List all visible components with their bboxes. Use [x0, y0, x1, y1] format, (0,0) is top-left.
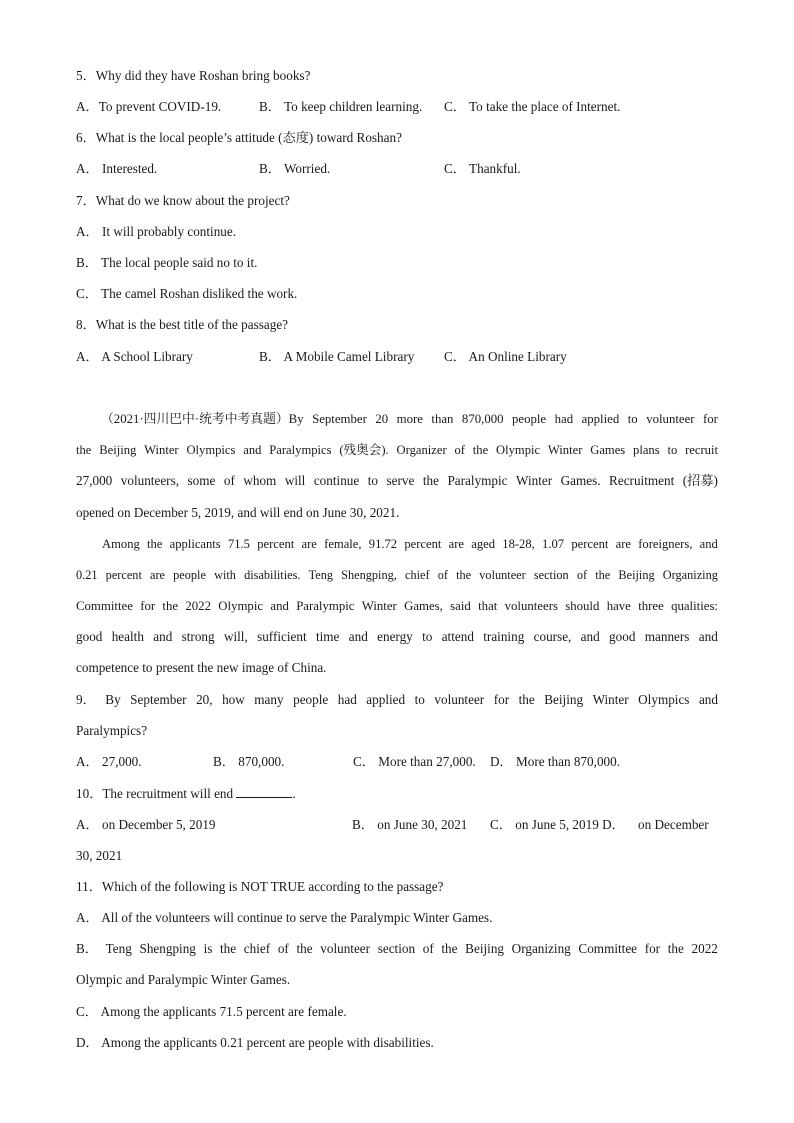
q11-option-b-line-2: Olympic and Paralympic Winter Games.	[76, 972, 291, 987]
q11-option-c: C． Among the applicants 71.5 percent are female.	[76, 1004, 347, 1019]
q7-option-a: A． It will probably continue.	[76, 224, 237, 239]
q6-option-c: C． Thankful.	[444, 161, 521, 176]
q7-option-b: B． The local people said no to it.	[76, 255, 258, 270]
passage-line-3: 27,000 volunteers, some of whom will continue to serve the Paralympic Winter Games. Recruitment (招募)	[76, 473, 718, 488]
q9-option-b: B． 870,000.	[213, 754, 285, 769]
question-5: 5．Why did they have Roshan bring books?	[76, 68, 311, 83]
q6-option-b: B． Worried.	[259, 161, 331, 176]
q5-option-a: A．To prevent COVID-19.	[76, 99, 222, 114]
q9-option-d: D． More than 870,000.	[490, 754, 621, 769]
q9-option-c: C． More than 27,000.	[353, 754, 476, 769]
q9-option-a: A． 27,000.	[76, 754, 142, 769]
passage-line-2: the Beijing Winter Olympics and Paralympics (残奥会). Organizer of the Olympic Winter Games plans to recruit	[76, 443, 718, 457]
q8-option-c: C． An Online Library	[444, 349, 567, 364]
q5-option-c: C． To take the place of Internet.	[444, 99, 621, 114]
passage-line-8: good health and strong will, sufficient time and energy to attend training course, and good manners and	[76, 629, 718, 644]
passage-line-5: Among the applicants 71.5 percent are female, 91.72 percent are aged 18-28, 1.07 percent are foreigners, and	[102, 537, 718, 551]
question-7: 7．What do we know about the project?	[76, 193, 290, 208]
q11-option-d: D． Among the applicants 0.21 percent are people with disabilities.	[76, 1035, 434, 1050]
q11-option-a: A． All of the volunteers will continue to serve the Paralympic Winter Games.	[76, 910, 493, 925]
q7-option-c: C． The camel Roshan disliked the work.	[76, 286, 298, 301]
q6-option-a: A． Interested.	[76, 161, 158, 176]
passage-line-4: opened on December 5, 2019, and will end on June 30, 2021.	[76, 505, 400, 520]
question-10-period: .	[292, 786, 296, 801]
q10-option-c-d: C． on June 5, 2019 D．	[490, 817, 625, 832]
q5-option-b: B． To keep children learning.	[259, 99, 423, 114]
passage-line-6: 0.21 percent are people with disabilities. Teng Shengping, chief of the volunteer section of the Beijing Organizing	[76, 568, 718, 582]
q10-option-a: A． on December 5, 2019	[76, 817, 216, 832]
q10-option-d-wrap: 30, 2021	[76, 848, 123, 863]
passage-line-1: （2021·四川巴中·统考中考真题）By September 20 more than 870,000 people had applied to volunteer for	[101, 412, 718, 426]
passage-line-7: Committee for the 2022 Olympic and Paralympic Winter Games, said that volunteers should have three qualities:	[76, 599, 718, 613]
passage-line-9: competence to present the new image of China.	[76, 660, 327, 675]
question-11: 11．Which of the following is NOT TRUE according to the passage?	[76, 879, 444, 894]
question-6: 6．What is the local people’s attitude (态度) toward Roshan?	[76, 130, 402, 145]
q10-option-d-text: on December	[638, 817, 709, 832]
q10-option-b: B． on June 30, 2021	[352, 817, 468, 832]
question-10-text: 10．The recruitment will end	[76, 786, 234, 801]
question-8: 8．What is the best title of the passage?	[76, 317, 289, 332]
answer-blank	[236, 785, 292, 798]
question-10	[76, 785, 296, 802]
q8-option-b: B． A Mobile Camel Library	[259, 349, 415, 364]
question-9-line-2: Paralympics?	[76, 723, 148, 738]
question-9-line-1: 9． By September 20, how many people had applied to volunteer for the Beijing Winter Olympics and	[76, 692, 718, 707]
q11-option-b-line-1: B． Teng Shengping is the chief of the volunteer section of the Beijing Organizing Committee for the 2022	[76, 941, 718, 956]
q8-option-a: A． A School Library	[76, 349, 193, 364]
